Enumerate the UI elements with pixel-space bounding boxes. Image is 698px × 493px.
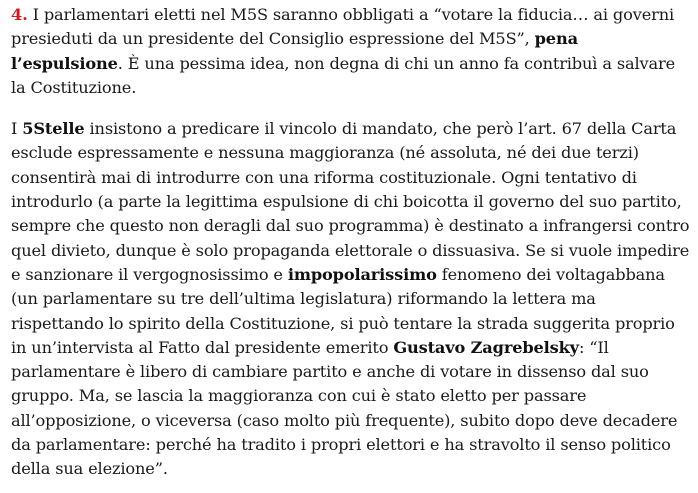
paragraph-4 — [11, 3, 692, 100]
paragraph-5stelle-text-2: insistono a predicare il vincolo di mandato, che però l’art. 67 della Carta esclude espressamente e nessuna maggioranza (né assoluta, né dei due terzi) consentirà mai di introdurre con una riforma costituzionale. Ogni tentativo di introdurlo (a parte la legittima espulsione di chi boicotta il governo del suo partito, sempre che questo non deragli dal suo programma) è destinato a infrangersi contro quel divieto, dunque è solo propaganda elettorale o dissuasiva. Se si vuole impedire e sanzionare il vergognosissimo e — [11, 119, 690, 284]
paragraph-5stelle-text-4: : “Il parlamentare è libero di cambiare partito e anche di votare in dissenso dal suo gruppo. Ma, se lascia la maggioranza con cui è stato eletto per passare all’opposizione, o viceversa (caso molto più frequente), subito dopo deve decadere da parlamentare: perché ha tradito i propri elettori e ha stravolto il senso politico della sua elezione”. — [11, 337, 678, 479]
paragraph-5stelle-text-1: I — [11, 119, 23, 139]
article-body — [11, 3, 692, 482]
paragraph-5stelle — [11, 117, 692, 481]
paragraph-5stelle-text-3: fenomeno dei voltagabbana (un parlamentare su tre dell’ultima legislatura) riformando la lettera ma rispettando lo spirito della Costituzione, si può tentare la strada suggerita proprio in un’intervista al Fatto dal presidente emerito — [11, 264, 675, 357]
bold-gustavo-zagrebelsky: Gustavo Zagrebelsky — [393, 337, 579, 357]
bold-pena-espulsione: pena l’espulsione — [11, 29, 578, 73]
item-number: 4. — [11, 5, 28, 24]
paragraph-4-text-1: I parlamentari eletti nel M5S saranno obbligati a “votare la fiducia… ai governi presieduti da un presidente del Consiglio espressione del M5S”, — [11, 5, 675, 49]
paragraph-4-text-2: . È una pessima idea, non degna di chi un anno fa contribuì a salvare la Costituzione. — [11, 53, 676, 97]
bold-5stelle: 5Stelle — [22, 119, 85, 139]
bold-impopolarissimo: impopolarissimo — [287, 264, 437, 284]
